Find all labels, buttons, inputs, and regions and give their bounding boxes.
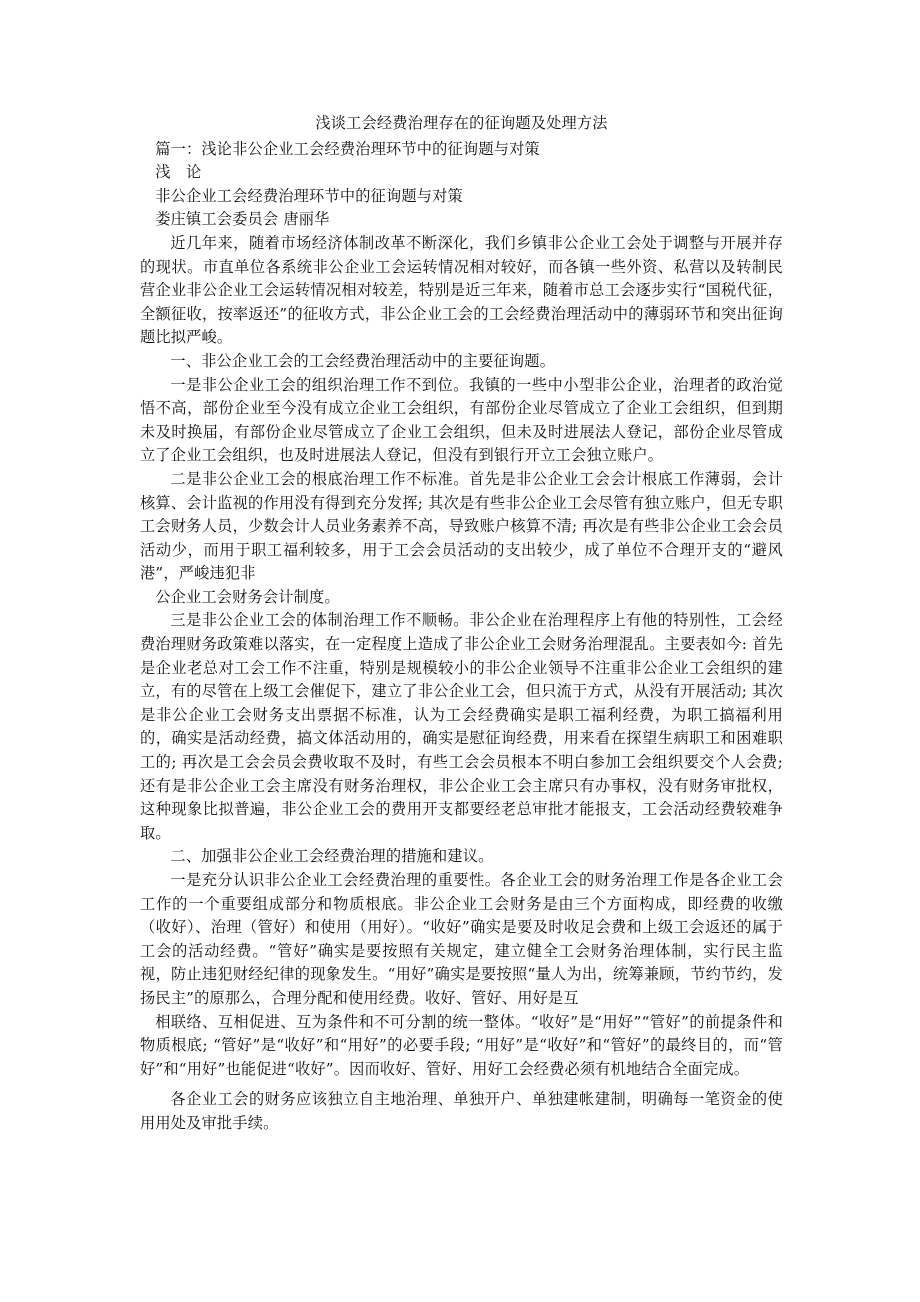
document-body bbox=[140, 112, 783, 1136]
subheading: 浅 论 bbox=[155, 163, 202, 182]
paragraph: 二、加强非公企业工会经费治理的措施和建议。 bbox=[170, 847, 494, 866]
paragraph: 公企业工会财务会计制度。 bbox=[155, 587, 340, 606]
paragraph: 一、非公企业工会的工会经费治理活动中的主要征询题。 bbox=[170, 351, 556, 370]
document-title: 浅谈工会经费治理存在的征询题及处理方法 bbox=[315, 114, 608, 132]
author-line: 娄庄镇工会委员会 唐丽华 bbox=[155, 210, 330, 229]
section-heading: 篇一：浅论非公企业工会经费治理环节中的征询题与对策 bbox=[155, 139, 540, 158]
paragraph: 一是非公企业工会的组织治理工作不到位。我镇的一些中小型非公企业，治理者的政治觉悟不高，部份企业至今没有成立企业工会组织，有部份企业尽管成立了企业工会组织，但到期未及时换届，有部份企业尽管成立了企业工会组织，但未及时进展法人登记，部份企业尽管成立了企业工会组织，也及时进展法人登记，但没有到银行开立工会独立账户。 bbox=[140, 375, 783, 465]
paragraph: 各企业工会的财务应该独立自主地治理、单独开户、单独建帐建制，明确每一笔资金的使用用处及审批手续。 bbox=[140, 1090, 783, 1132]
paragraph: 三是非公企业工会的体制治理工作不顺畅。非公企业在治理程序上有他的特别性，工会经费治理财务政策难以落实，在一定程度上造成了非公企业工会财务治理混乱。主要表如今: 首先是企业老总对工会工作不注重，特别是规模较小的非公企业领导不注重非公企业工会组织的建立，有的尽管在上级工会催促下，建立了非公企业工会，但只流于方式，从没有开展活动; 其次是非公企业工会财务支出票据不标准，认为工会经费确实是职工福利经费，为职工搞福利用的，确实是活动经费，搞文体活动用的，确实是慰征询经费，用来看在探望生病职工和困难职工的; 再次是工会会员会费收取不及时，有些工会会员根本不明白参加工会组织要交个人会费; 还有是非公企业工会主席没有财务治理权，非公企业工会主席只有办事权，没有财务审批权，这种现象比拟普遍，非公企业工会的费用开支都要经老总审批才能报支，工会活动经费较难争取。 bbox=[140, 611, 783, 842]
paragraph: 近几年来，随着市场经济体制改革不断深化，我们乡镇非公企业工会处于调整与开展并存的现状。市直单位各系统非公企业工会运转情况相对较好，而各镇一些外资、私营以及转制民营企业非公企业工会运转情况相对较差，特别是近三年来，随着市总工会逐步实行“国税代征，全额征收，按率返还”的征收方式，非公企业工会的工会经费治理活动中的薄弱环节和突出征询题比拟严峻。 bbox=[140, 233, 783, 347]
paragraph: 相联络、互相促进、互为条件和不可分割的统一整体。“收好”是“用好”“管好”的前提条件和物质根底; “管好”是“收好”和“用好”的必要手段; “用好”是“收好”和“管好”的最终目的，而“管好”和“用好”也能促进“收好”。因而收好、管好、用好工会经费必须有机地结合全面完成。 bbox=[140, 1012, 783, 1078]
paragraph: 一是充分认识非公企业工会经费治理的重要性。各企业工会的财务治理工作是各企业工会工作的一个重要组成部分和物质根底。非公企业工会财务是由三个方面构成，即经费的收缴（收好）、治理（管好）和使用（用好）。“收好”确实是要及时收足会费和上级工会返还的属于工会的活动经费。“管好”确实是要按照有关规定，建立健全工会财务治理体制，实行民主监视，防止违犯财经纪律的现象发生。“用好”确实是要按照“量人为出，统筹兼顾，节约节约，发扬民主”的原那么，合理分配和使用经费。收好、管好、用好是互 bbox=[140, 871, 783, 1007]
paragraph: 二是非公企业工会的根底治理工作不标准。首先是非公企业工会会计根底工作薄弱，会计核算、会计监视的作用没有得到充分发挥; 其次是有些非公企业工会尽管有独立账户，但无专职工会财务人员，少数会计人员业务素养不高，导致账户核算不清; 再次是有些非公企业工会会员活动少，而用于职工福利较多，用于工会会员活动的支出较少，成了单位不合理开支的“避风港”，严峻违犯非 bbox=[140, 469, 783, 583]
subheading: 非公企业工会经费治理环节中的征询题与对策 bbox=[155, 186, 463, 205]
